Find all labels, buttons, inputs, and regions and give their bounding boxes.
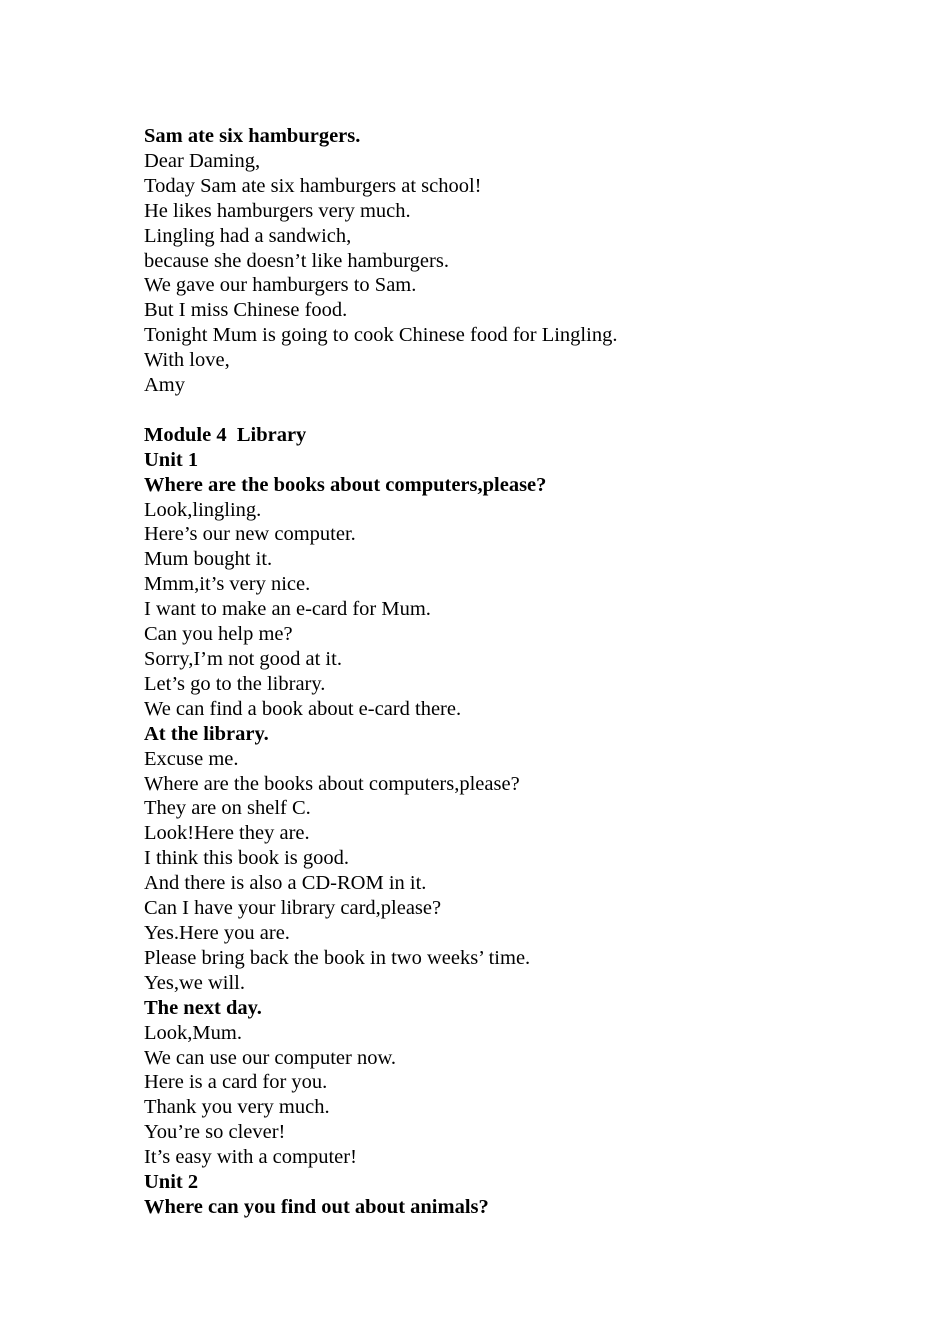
dialogue-line: Excuse me. [144,747,239,770]
dialogue-line: Thank you very much. [144,1096,330,1119]
unit1-title: Where are the books about computers,please? [144,473,547,496]
dialogue-line: Let’s go to the library. [144,672,326,695]
letter-line: Today Sam ate six hamburgers at school! [144,174,482,197]
dialogue-line: Can I have your library card,please? [144,897,442,920]
unit2-heading: Unit 2 [144,1171,199,1194]
dialogue-line: Mmm,it’s very nice. [144,573,311,596]
dialogue-line: I think this book is good. [144,847,350,870]
dialogue-line: And there is also a CD-ROM in it. [144,872,427,895]
dialogue-line: Sorry,I’m not good at it. [144,648,342,671]
letter-line: But I miss Chinese food. [144,299,348,322]
dialogue-line: Where are the books about computers,please? [144,772,520,795]
dialogue-line: Look,Mum. [144,1021,242,1044]
document-body [144,124,844,1220]
dialogue-line: You’re so clever! [144,1121,286,1144]
letter-line: We gave our hamburgers to Sam. [144,274,417,297]
unit1-heading: Unit 1 [144,448,199,471]
dialogue-line: They are on shelf C. [144,797,311,820]
dialogue-line: Here’s our new computer. [144,523,356,546]
letter-line: Dear Daming, [144,149,261,172]
letter-title: Sam ate six hamburgers. [144,125,361,147]
dialogue-line: Here is a card for you. [144,1071,328,1094]
letter-line: Tonight Mum is going to cook Chinese food for Lingling. [144,324,618,347]
section-title-library: At the library. [144,722,269,745]
blank-line [144,398,844,423]
dialogue-line: Please bring back the book in two weeks’ time. [144,946,531,969]
letter-line: He likes hamburgers very much. [144,199,411,222]
letter-line: because she doesn’t like hamburgers. [144,249,449,272]
dialogue-line: We can find a book about e-card there. [144,697,462,720]
dialogue-line: Can you help me? [144,623,293,646]
dialogue-line: We can use our computer now. [144,1046,397,1069]
dialogue-line: Look!Here they are. [144,822,310,845]
dialogue-line: Mum bought it. [144,548,273,571]
unit2-title: Where can you find out about animals? [144,1195,489,1218]
module-title: Module 4 Library [144,423,307,446]
dialogue-line: Yes,we will. [144,971,245,994]
dialogue-line: Look,lingling. [144,498,262,521]
letter-line: Lingling had a sandwich, [144,224,352,247]
dialogue-line: It’s easy with a computer! [144,1146,357,1169]
dialogue-line: Yes.Here you are. [144,921,290,944]
dialogue-line: I want to make an e-card for Mum. [144,598,431,621]
letter-line: Amy [144,374,185,397]
letter-line: With love, [144,349,230,372]
section-title-next-day: The next day. [144,996,262,1019]
